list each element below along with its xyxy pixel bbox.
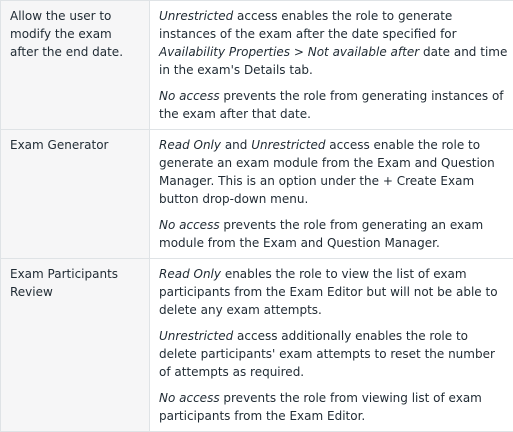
access-level-term: No access	[159, 218, 220, 232]
description-text: prevents the role from generating instances of the exam after that date.	[159, 89, 504, 121]
access-level-term: No access	[159, 391, 220, 405]
description-text: prevents the role from generating an exam module from the Exam and Question Manager.	[159, 218, 483, 250]
access-level-term: Read Only	[159, 267, 221, 281]
permission-description-cell	[150, 259, 513, 432]
permission-name-cell	[1, 259, 150, 432]
permission-name-cell	[1, 1, 150, 130]
permission-name: Allow the user to modify the exam after the end date.	[10, 7, 143, 61]
access-level-term: Unrestricted	[159, 329, 233, 343]
access-level-term: Read Only	[159, 138, 221, 152]
permission-description-cell	[150, 130, 513, 259]
description-text: access enables the role to generate instances of the exam after the date specified for	[159, 9, 457, 41]
description-text: enables the role to view the list of exam participants from the Exam Editor but will not be able to delete any exam attempts.	[159, 267, 498, 317]
table-row	[1, 1, 513, 130]
permissions-table-body	[1, 1, 513, 432]
access-level-term: Unrestricted	[159, 9, 233, 23]
description-text: access enable the role to generate an exam module from the Exam and Question Manager. This is an option under the + Create Exam button drop-down menu.	[159, 138, 495, 206]
table-row	[1, 130, 513, 259]
permission-name: Exam Generator	[10, 136, 143, 154]
description-paragraph	[159, 136, 508, 208]
description-paragraph	[159, 389, 508, 425]
description-text: and	[221, 138, 251, 152]
description-text: date and time in the exam's Details tab.	[159, 45, 507, 77]
description-paragraph	[159, 265, 508, 319]
description-paragraph	[159, 216, 508, 252]
table-row	[1, 259, 513, 432]
description-paragraph	[159, 87, 508, 123]
description-paragraph	[159, 7, 508, 79]
access-level-term: No access	[159, 89, 220, 103]
permission-name-cell	[1, 130, 150, 259]
description-text: prevents the role from viewing list of exam participants from the Exam Editor.	[159, 391, 482, 423]
permission-name: Exam Participants Review	[10, 265, 143, 301]
description-text: access additionally enables the role to delete participants' exam attempts to reset the number of attempts as required.	[159, 329, 495, 379]
setting-path: Availability Properties > Not available after	[159, 45, 419, 59]
permission-description-cell	[150, 1, 513, 130]
description-paragraph	[159, 327, 508, 381]
access-level-term: Unrestricted	[251, 138, 325, 152]
